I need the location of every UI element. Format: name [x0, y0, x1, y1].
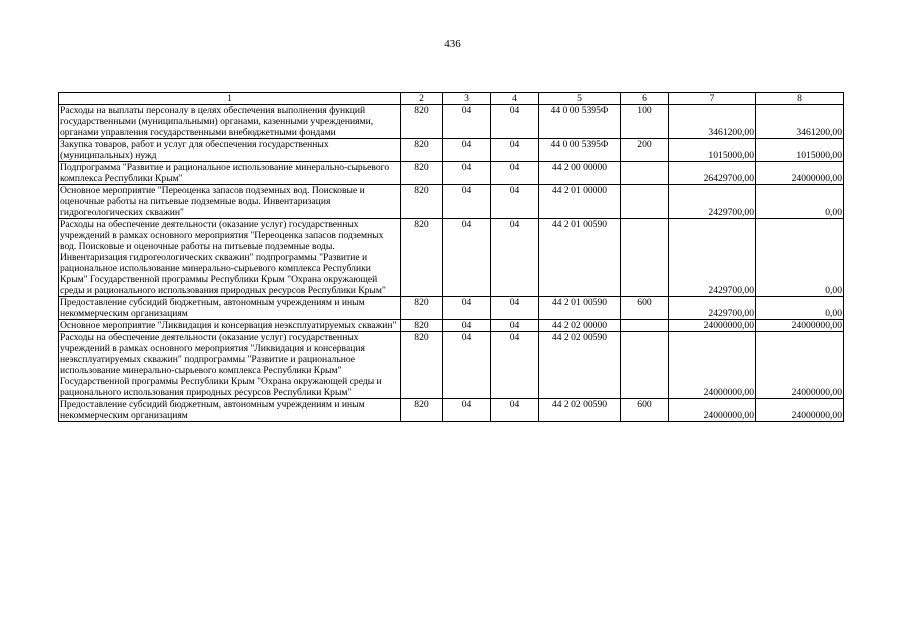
- table-row: [59, 320, 844, 332]
- amount-year2-cell: 3461200,00: [756, 105, 844, 139]
- section-cell: 04: [443, 185, 491, 219]
- target-article-cell: 44 2 01 00590: [539, 297, 621, 320]
- expense-type-cell: 200: [621, 139, 669, 162]
- expense-type-cell: [621, 320, 669, 332]
- ministry-code-cell: 820: [401, 320, 443, 332]
- table-row: [59, 219, 844, 297]
- section-cell: 04: [443, 139, 491, 162]
- ministry-code-cell: 820: [401, 105, 443, 139]
- amount-year1-cell: 2429700,00: [669, 297, 756, 320]
- section-cell: 04: [443, 399, 491, 422]
- ministry-code-cell: 820: [401, 162, 443, 185]
- expense-name-cell: Основное мероприятие "Ликвидация и консервация неэксплуатируемых скважин": [59, 320, 401, 332]
- expense-name-cell: Закупка товаров, работ и услуг для обеспечения государственных (муниципальных) нужд: [59, 139, 401, 162]
- table-header-row: [59, 93, 844, 105]
- section-cell: 04: [443, 105, 491, 139]
- amount-year1-cell: 2429700,00: [669, 219, 756, 297]
- table-row: [59, 185, 844, 219]
- table-row: [59, 297, 844, 320]
- expense-name-cell: Подпрограмма "Развитие и рациональное использование минерально-сырьевого комплекса Республики Крым": [59, 162, 401, 185]
- table-row: [59, 105, 844, 139]
- subsection-cell: 04: [491, 219, 539, 297]
- header-cell: 7: [669, 93, 756, 105]
- ministry-code-cell: 820: [401, 332, 443, 399]
- subsection-cell: 04: [491, 162, 539, 185]
- target-article-cell: 44 2 00 00000: [539, 162, 621, 185]
- expense-name-cell: Расходы на выплаты персоналу в целях обеспечения выполнения функций государственными (муниципальными) органами, казенными учреждениями, органами управления государственными внебюджетными фондами: [59, 105, 401, 139]
- header-cell: 1: [59, 93, 401, 105]
- header-cell: 8: [756, 93, 844, 105]
- header-cell: 3: [443, 93, 491, 105]
- ministry-code-cell: 820: [401, 139, 443, 162]
- expense-type-cell: 600: [621, 297, 669, 320]
- subsection-cell: 04: [491, 185, 539, 219]
- amount-year1-cell: 24000000,00: [669, 399, 756, 422]
- section-cell: 04: [443, 320, 491, 332]
- ministry-code-cell: 820: [401, 297, 443, 320]
- target-article-cell: 44 2 02 00000: [539, 320, 621, 332]
- ministry-code-cell: 820: [401, 399, 443, 422]
- expense-name-cell: Предоставление субсидий бюджетным, автономным учреждениям и иным некоммерческим организациям: [59, 399, 401, 422]
- budget-table: [58, 92, 844, 422]
- expense-name-cell: Предоставление субсидий бюджетным, автономным учреждениям и иным некоммерческим организациям: [59, 297, 401, 320]
- ministry-code-cell: 820: [401, 185, 443, 219]
- section-cell: 04: [443, 297, 491, 320]
- expense-type-cell: [621, 332, 669, 399]
- amount-year2-cell: 24000000,00: [756, 320, 844, 332]
- subsection-cell: 04: [491, 332, 539, 399]
- table-row: [59, 399, 844, 422]
- amount-year1-cell: 1015000,00: [669, 139, 756, 162]
- expense-name-cell: Расходы на обеспечение деятельности (оказание услуг) государственных учреждений в рамках основного мероприятия "Ликвидация и консервация неэксплуатируемых скважин" подпрограммы "Развитие и рациональное использование минерально-сырьевого комплекса Республики Крым" Государственной программы Республики Крым "Охрана окружающей среды и рационального использования природных ресурсов Республики Крым": [59, 332, 401, 399]
- table-row: [59, 139, 844, 162]
- header-cell: 4: [491, 93, 539, 105]
- expense-type-cell: [621, 185, 669, 219]
- amount-year2-cell: 24000000,00: [756, 399, 844, 422]
- subsection-cell: 04: [491, 320, 539, 332]
- table-row: [59, 332, 844, 399]
- target-article-cell: 44 2 02 00590: [539, 399, 621, 422]
- section-cell: 04: [443, 162, 491, 185]
- amount-year1-cell: 24000000,00: [669, 320, 756, 332]
- ministry-code-cell: 820: [401, 219, 443, 297]
- section-cell: 04: [443, 332, 491, 399]
- expense-name-cell: Основное мероприятие "Переоценка запасов подземных вод. Поисковые и оценочные работы на питьевые подземные воды. Инвентаризация гидрогеологических скважин": [59, 185, 401, 219]
- amount-year2-cell: 0,00: [756, 219, 844, 297]
- amount-year1-cell: 26429700,00: [669, 162, 756, 185]
- expense-type-cell: 600: [621, 399, 669, 422]
- amount-year1-cell: 3461200,00: [669, 105, 756, 139]
- target-article-cell: 44 2 01 00590: [539, 219, 621, 297]
- subsection-cell: 04: [491, 105, 539, 139]
- section-cell: 04: [443, 219, 491, 297]
- target-article-cell: 44 0 00 5395Ф: [539, 105, 621, 139]
- expense-type-cell: [621, 162, 669, 185]
- subsection-cell: 04: [491, 399, 539, 422]
- header-cell: 5: [539, 93, 621, 105]
- subsection-cell: 04: [491, 139, 539, 162]
- target-article-cell: 44 0 00 5395Ф: [539, 139, 621, 162]
- header-cell: 2: [401, 93, 443, 105]
- table-row: [59, 162, 844, 185]
- target-article-cell: 44 2 01 00000: [539, 185, 621, 219]
- amount-year2-cell: 0,00: [756, 185, 844, 219]
- header-cell: 6: [621, 93, 669, 105]
- amount-year2-cell: 24000000,00: [756, 332, 844, 399]
- expense-name-cell: Расходы на обеспечение деятельности (оказание услуг) государственных учреждений в рамках основного мероприятия "Переоценка запасов подземных вод. Поисковые и оценочные работы на питьевые подземные воды. Инвентаризация гидрогеологических скважин" подпрограммы "Развитие и рациональное использование минерально-сырьевого комплекса Республики Крым" Государственной программы Республики Крым "Охрана окружающей среды и рационального использования природных ресурсов Республики Крым": [59, 219, 401, 297]
- amount-year2-cell: 0,00: [756, 297, 844, 320]
- subsection-cell: 04: [491, 297, 539, 320]
- target-article-cell: 44 2 02 00590: [539, 332, 621, 399]
- expense-type-cell: 100: [621, 105, 669, 139]
- amount-year1-cell: 2429700,00: [669, 185, 756, 219]
- amount-year1-cell: 24000000,00: [669, 332, 756, 399]
- amount-year2-cell: 24000000,00: [756, 162, 844, 185]
- amount-year2-cell: 1015000,00: [756, 139, 844, 162]
- expense-type-cell: [621, 219, 669, 297]
- page-number: 436: [444, 38, 461, 50]
